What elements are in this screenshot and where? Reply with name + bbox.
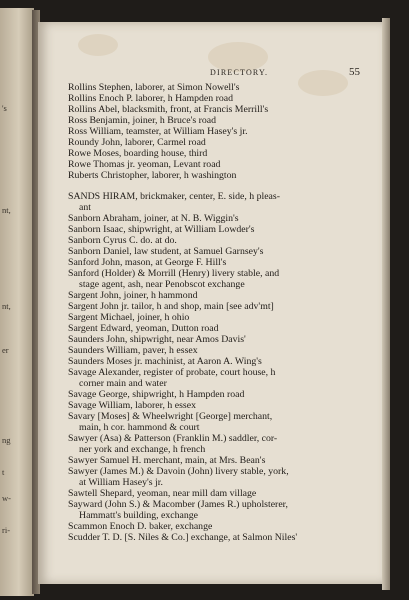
directory-entry [68, 224, 368, 235]
directory-entry [68, 148, 368, 159]
directory-entry [68, 323, 368, 334]
entry-line: Savary [Moses] & Wheelwright [George] merchant, [68, 411, 273, 422]
directory-entry [68, 170, 368, 181]
directory-entry [68, 257, 368, 268]
header-title: DIRECTORY. [210, 68, 269, 77]
directory-entry [68, 301, 368, 312]
directory-entry [68, 312, 368, 323]
directory-entry [68, 345, 368, 356]
directory-entry [68, 137, 368, 148]
directory-entry [68, 466, 368, 488]
directory-entry [68, 367, 368, 389]
facing-page-fragment: ri- [2, 525, 11, 535]
directory-entry [68, 213, 368, 224]
page-number: 55 [349, 66, 360, 78]
entry-continuation: main, h cor. hammond & court [79, 422, 200, 433]
directory-entry [68, 389, 368, 400]
directory-entry [68, 334, 368, 345]
entry-line: Ruberts Christopher, laborer, h washington [68, 170, 237, 181]
directory-entry [68, 455, 368, 466]
entry-line: Savage Alexander, register of probate, court house, h [68, 367, 276, 378]
entry-line: Sanford John, mason, at George F. Hill's [68, 257, 227, 268]
entry-line: SANDS HIRAM, brickmaker, center, E. side, h pleas- [68, 191, 280, 202]
section-spacer [68, 181, 368, 191]
entry-line: Savage George, shipwright, h Hampden road [68, 389, 245, 400]
entry-line: Sanborn Abraham, joiner, at N. B. Wiggin's [68, 213, 239, 224]
facing-page-edge [0, 8, 34, 596]
directory-entry [68, 488, 368, 499]
entry-line: Sawyer (James M.) & Davoin (John) livery stable, york, [68, 466, 289, 477]
entry-continuation: corner main and water [79, 378, 167, 389]
entry-line: Sanborn Daniel, law student, at Samuel Garnsey's [68, 246, 264, 257]
entry-line: Saunders William, paver, h essex [68, 345, 198, 356]
entry-line: Scammon Enoch D. baker, exchange [68, 521, 213, 532]
entry-line: Sanborn Isaac, shipwright, at William Lowder's [68, 224, 255, 235]
entry-line: Rollins Stephen, laborer, at Simon Nowell's [68, 82, 240, 93]
entry-continuation: at William Hasey's jr. [79, 477, 163, 488]
entry-line: Sanborn Cyrus C. do. at do. [68, 235, 177, 246]
entry-line: Roundy John, laborer, Carmel road [68, 137, 206, 148]
directory-entry [68, 159, 368, 170]
directory-entry [68, 521, 368, 532]
directory-entry [68, 290, 368, 301]
entry-line: Ross Benjamin, joiner, h Bruce's road [68, 115, 217, 126]
entry-line: Sayward (John S.) & Macomber (James R.) upholsterer, [68, 499, 288, 510]
directory-entry [68, 532, 368, 543]
entry-line: Scudder T. D. [S. Niles & Co.] exchange, at Salmon Niles' [68, 532, 298, 543]
directory-entry [68, 82, 368, 93]
entry-continuation: ner york and exchange, h french [79, 444, 206, 455]
entry-line: Savage William, laborer, h essex [68, 400, 196, 411]
directory-entry [68, 499, 368, 521]
facing-page-fragment: er [2, 345, 9, 355]
entry-line: Ross William, teamster, at William Hasey's jr. [68, 126, 248, 137]
entry-line: Rowe Thomas jr. yeoman, Levant road [68, 159, 221, 170]
entry-line: Rollins Abel, blacksmith, front, at Francis Merrill's [68, 104, 269, 115]
entry-line: Sawtell Shepard, yeoman, near mill dam village [68, 488, 257, 499]
directory-entry [68, 235, 368, 246]
facing-page-fragment: w- [2, 493, 11, 503]
page-block-edge [382, 18, 390, 590]
directory-entry [68, 104, 368, 115]
entry-line: Sargent Edward, yeoman, Dutton road [68, 323, 219, 334]
directory-entry [68, 191, 368, 213]
entry-line: Rollins Enoch P. laborer, h Hampden road [68, 93, 234, 104]
facing-page-fragment: 's [2, 103, 7, 113]
directory-entry [68, 246, 368, 257]
directory-entry [68, 93, 368, 104]
directory-entry [68, 126, 368, 137]
entry-line: Sargent John, joiner, h hammond [68, 290, 198, 301]
entry-continuation: ant [79, 202, 91, 213]
directory-entries [68, 82, 368, 543]
directory-entry [68, 115, 368, 126]
entry-line: Sargent Michael, joiner, h ohio [68, 312, 190, 323]
facing-page-fragment: t [2, 467, 5, 477]
entry-continuation: stage agent, ash, near Penobscot exchange [79, 279, 245, 290]
directory-entry [68, 268, 368, 290]
entry-line: Sanford (Holder) & Morrill (Henry) livery stable, and [68, 268, 280, 279]
entry-line: Rowe Moses, boarding house, third [68, 148, 208, 159]
entry-line: Sawyer (Asa) & Patterson (Franklin M.) saddler, cor- [68, 433, 278, 444]
entry-line: Saunders John, shipwright, near Amos Davis' [68, 334, 246, 345]
paper-stain [78, 34, 118, 56]
directory-entry [68, 433, 368, 455]
facing-page-fragment: nt, [2, 301, 11, 311]
entry-line: Saunders Moses jr. machinist, at Aaron A. Wing's [68, 356, 262, 367]
facing-page-fragment: ng [2, 435, 11, 445]
directory-entry [68, 356, 368, 367]
entry-line: Sargent John jr. tailor, h and shop, main [see adv'mt] [68, 301, 274, 312]
facing-page-fragment: nt, [2, 205, 11, 215]
directory-entry [68, 411, 368, 433]
entry-continuation: Hammatt's building, exchange [79, 510, 199, 521]
directory-entry [68, 400, 368, 411]
entry-line: Sawyer Samuel H. merchant, main, at Mrs. Bean's [68, 455, 266, 466]
running-header [38, 66, 382, 80]
